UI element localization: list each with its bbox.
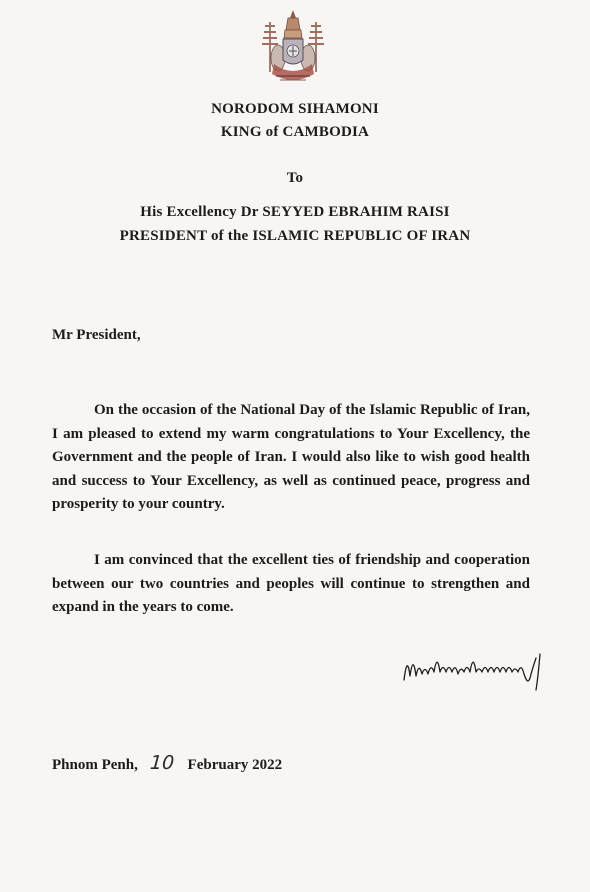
sender-name: NORODOM SIHAMONI <box>211 101 379 117</box>
addressee-title: PRESIDENT of the ISLAMIC REPUBLIC OF IRAN <box>119 228 471 244</box>
royal-coat-of-arms-icon <box>258 8 328 86</box>
signature-icon <box>400 650 550 696</box>
salutation: Mr President, <box>52 327 141 343</box>
sender-title: KING of CAMBODIA <box>220 124 370 140</box>
handwritten-day: 10 <box>148 752 175 774</box>
addressee-name: His Excellency Dr SEYYED EBRAHIM RAISI <box>140 204 450 220</box>
body-paragraph-1: On the occasion of the National Day of the Islamic Republic of Iran, I am pleased to extend my warm congratulations to Your Excellency, the Government and the people of Iran. I would also like to wish good health and success to Your Excellency, as well as continued peace, progress and prosperity to your country. <box>52 402 530 512</box>
body-paragraph-2: I am convinced that the excellent ties of friendship and cooperation between our two countries and peoples will continue to strengthen and expand in the years to come. <box>52 552 530 615</box>
place-label: Phnom Penh, <box>52 757 138 773</box>
month-year: February 2022 <box>187 757 283 773</box>
to-label: To <box>286 170 304 186</box>
date-line <box>52 752 282 774</box>
